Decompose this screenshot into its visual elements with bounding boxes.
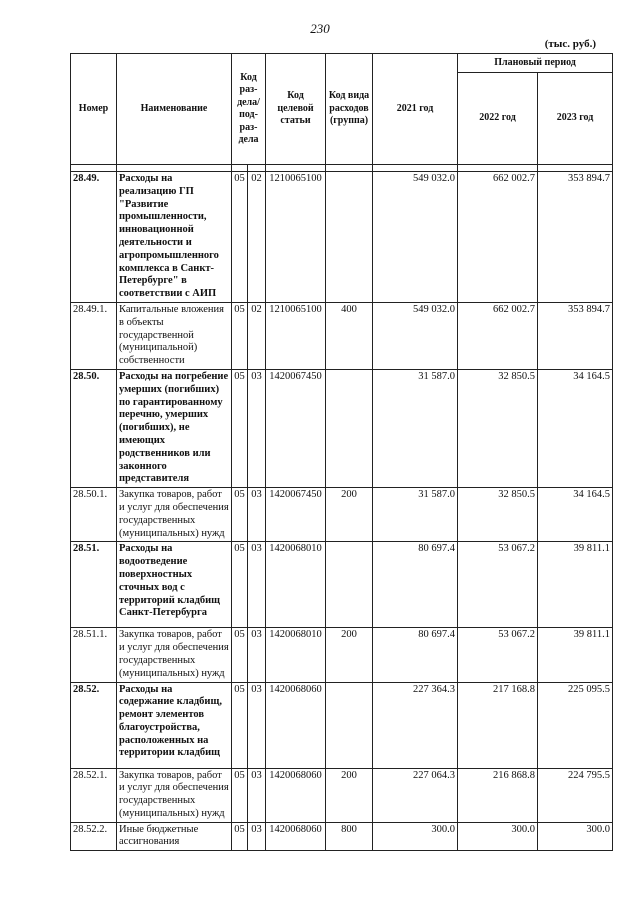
table-row	[71, 172, 613, 303]
row-amount-2022: 216 868.8	[458, 768, 538, 822]
row-subsection: 03	[248, 542, 266, 628]
table-row	[71, 768, 613, 822]
row-amount-2023: 353 894.7	[538, 172, 613, 303]
header-target-code: Код целевой статьи	[266, 54, 326, 165]
row-amount-2022: 32 850.5	[458, 369, 538, 487]
row-amount-2021: 80 697.4	[373, 628, 458, 682]
row-subsection: 03	[248, 768, 266, 822]
row-number: 28.52.1.	[71, 768, 117, 822]
row-name: Закупка товаров, работ и услуг для обеспечения государственных (муниципальных) нужд	[117, 628, 232, 682]
row-section: 05	[232, 172, 248, 303]
row-section: 05	[232, 682, 248, 768]
row-section: 05	[232, 369, 248, 487]
row-subsection: 03	[248, 682, 266, 768]
row-amount-2023: 224 795.5	[538, 768, 613, 822]
row-expense-type	[326, 172, 373, 303]
row-amount-2022: 53 067.2	[458, 542, 538, 628]
row-name: Иные бюджетные ассигнования	[117, 822, 232, 851]
row-name: Расходы на реализацию ГП "Развитие промышленности, инновационной деятельности и агропромышленного комплекса в Санкт-Петербурге" в соответствии с АИП	[117, 172, 232, 303]
row-section: 05	[232, 628, 248, 682]
row-amount-2022: 217 168.8	[458, 682, 538, 768]
row-amount-2021: 227 364.3	[373, 682, 458, 768]
row-name: Расходы на погребение умерших (погибших) по гарантированному перечню, умерших (погибших), не имеющих родственников или законного представителя	[117, 369, 232, 487]
row-section: 05	[232, 768, 248, 822]
row-number: 28.50.	[71, 369, 117, 487]
row-number: 28.52.	[71, 682, 117, 768]
row-expense-type: 800	[326, 822, 373, 851]
row-target-code: 1420068010	[266, 628, 326, 682]
row-amount-2023: 225 095.5	[538, 682, 613, 768]
row-expense-type	[326, 682, 373, 768]
row-expense-type: 200	[326, 628, 373, 682]
row-number: 28.49.1.	[71, 302, 117, 369]
row-number: 28.51.1.	[71, 628, 117, 682]
row-amount-2022: 662 002.7	[458, 172, 538, 303]
row-amount-2023: 39 811.1	[538, 628, 613, 682]
row-expense-type	[326, 542, 373, 628]
row-subsection: 03	[248, 822, 266, 851]
row-amount-2021: 31 587.0	[373, 488, 458, 542]
row-target-code: 1420068010	[266, 542, 326, 628]
row-amount-2021: 300.0	[373, 822, 458, 851]
row-target-code: 1210065100	[266, 302, 326, 369]
header-planned-period: Плановый период	[458, 54, 613, 73]
row-number: 28.51.	[71, 542, 117, 628]
budget-table	[70, 53, 613, 851]
row-expense-type: 200	[326, 488, 373, 542]
row-amount-2022: 662 002.7	[458, 302, 538, 369]
row-section: 05	[232, 302, 248, 369]
row-expense-type: 200	[326, 768, 373, 822]
row-subsection: 03	[248, 488, 266, 542]
row-number: 28.52.2.	[71, 822, 117, 851]
header-section-code: Код раз-дела/ под-раз-дела	[232, 54, 266, 165]
row-expense-type: 400	[326, 302, 373, 369]
row-amount-2021: 549 032.0	[373, 302, 458, 369]
row-target-code: 1210065100	[266, 172, 326, 303]
row-subsection: 03	[248, 369, 266, 487]
page-number: 230	[310, 21, 330, 36]
row-amount-2021: 227 064.3	[373, 768, 458, 822]
header-spacer-row	[71, 165, 613, 172]
row-subsection: 02	[248, 302, 266, 369]
row-section: 05	[232, 488, 248, 542]
row-amount-2023: 34 164.5	[538, 488, 613, 542]
row-amount-2021: 31 587.0	[373, 369, 458, 487]
header-expense-type-code: Код вида расходов (группа)	[326, 54, 373, 165]
row-amount-2023: 353 894.7	[538, 302, 613, 369]
row-amount-2023: 39 811.1	[538, 542, 613, 628]
row-amount-2022: 300.0	[458, 822, 538, 851]
row-amount-2022: 32 850.5	[458, 488, 538, 542]
header-year-2021: 2021 год	[373, 54, 458, 165]
table-row	[71, 822, 613, 851]
table-row	[71, 488, 613, 542]
row-target-code: 1420067450	[266, 369, 326, 487]
row-number: 28.50.1.	[71, 488, 117, 542]
units-label: (тыс. руб.)	[544, 38, 596, 50]
table-row	[71, 369, 613, 487]
row-target-code: 1420068060	[266, 822, 326, 851]
row-expense-type	[326, 369, 373, 487]
row-subsection: 03	[248, 628, 266, 682]
row-amount-2021: 549 032.0	[373, 172, 458, 303]
table-row	[71, 682, 613, 768]
row-target-code: 1420068060	[266, 768, 326, 822]
header-year-2023: 2023 год	[538, 73, 613, 165]
row-section: 05	[232, 542, 248, 628]
table-row	[71, 542, 613, 628]
table-row	[71, 628, 613, 682]
header-number: Номер	[71, 54, 117, 165]
row-amount-2023: 34 164.5	[538, 369, 613, 487]
row-number: 28.49.	[71, 172, 117, 303]
row-target-code: 1420067450	[266, 488, 326, 542]
row-subsection: 02	[248, 172, 266, 303]
row-name: Закупка товаров, работ и услуг для обеспечения государственных (муниципальных) нужд	[117, 488, 232, 542]
row-name: Капитальные вложения в объекты государственной (муниципальной) собственности	[117, 302, 232, 369]
row-name: Расходы на водоотведение поверхностных сточных вод с территорий кладбищ Санкт-Петербурга	[117, 542, 232, 628]
row-section: 05	[232, 822, 248, 851]
row-amount-2021: 80 697.4	[373, 542, 458, 628]
row-amount-2022: 53 067.2	[458, 628, 538, 682]
row-name: Расходы на содержание кладбищ, ремонт элементов благоустройства, расположенных на территории кладбищ	[117, 682, 232, 768]
row-amount-2023: 300.0	[538, 822, 613, 851]
table-row	[71, 302, 613, 369]
row-target-code: 1420068060	[266, 682, 326, 768]
row-name: Закупка товаров, работ и услуг для обеспечения государственных (муниципальных) нужд	[117, 768, 232, 822]
header-name: Наименование	[117, 54, 232, 165]
header-year-2022: 2022 год	[458, 73, 538, 165]
